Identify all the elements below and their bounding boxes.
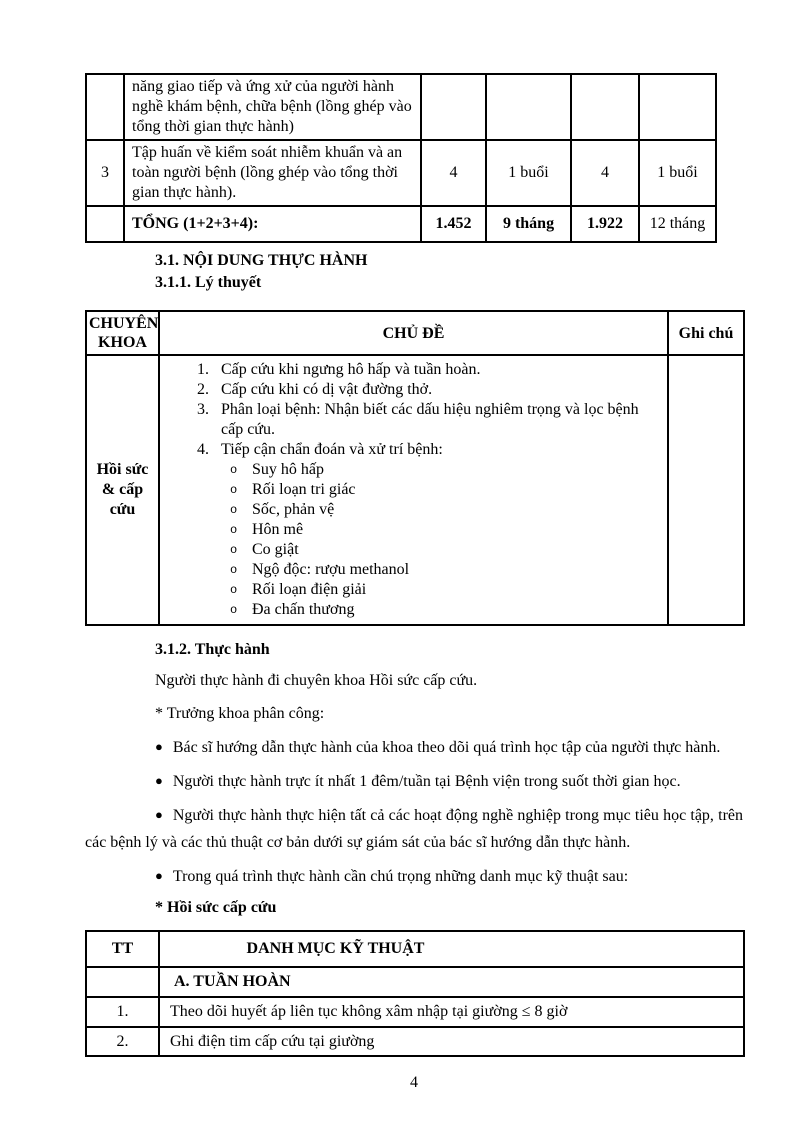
- section-heading-3-1-2: 3.1.2. Thực hành: [155, 641, 270, 658]
- topic-item: [160, 400, 663, 440]
- technical-list-table: [85, 930, 745, 1057]
- total-row: [86, 206, 716, 242]
- topic-number: 3.: [197, 401, 209, 418]
- specialty-cell: Hồi sức & cấp cứu: [86, 355, 159, 625]
- topic-text: Phân loại bệnh: Nhận biết các dấu hiệu nghiêm trọng và lọc bệnh cấp cứu.: [221, 401, 639, 438]
- sub-topic-text: Co giật: [252, 541, 299, 558]
- topic-item: [160, 440, 663, 460]
- circle-bullet-icon: o: [230, 503, 238, 517]
- circle-bullet-icon: o: [230, 483, 238, 497]
- row-number-cell: [86, 74, 124, 140]
- sub-topic-text: Đa chấn thương: [252, 601, 355, 618]
- topic-item: [160, 360, 663, 380]
- table-row: [86, 997, 744, 1027]
- bullet-paragraph: [85, 767, 743, 795]
- bullet-paragraph: [85, 733, 743, 761]
- table-header-row: [86, 311, 744, 355]
- sub-topic-text: Ngộ độc: rượu methanol: [252, 561, 410, 578]
- sub-topic-item: [160, 560, 663, 580]
- subsection-heading: * Hồi sức cấp cứu: [155, 899, 277, 916]
- value-cell: [639, 74, 716, 140]
- value-cell: 1 buổi: [639, 140, 716, 206]
- total-label-cell: TỔNG (1+2+3+4):: [124, 206, 421, 242]
- activity-description-cell: năng giao tiếp và ứng xử của người hành nghề khám bệnh, chữa bệnh (lồng ghép vào tổng thời gian thực hành): [124, 74, 421, 140]
- circle-bullet-icon: o: [230, 463, 238, 477]
- sub-topic-text: Sốc, phản vệ: [252, 501, 335, 518]
- bullet-text: Bác sĩ hướng dẫn thực hành của khoa theo dõi quá trình học tập của người thực hành.: [172, 739, 721, 756]
- page-number: 4: [410, 1074, 418, 1091]
- topic-text: Cấp cứu khi có dị vật đường thở.: [221, 381, 433, 398]
- sub-topic-item: [160, 460, 663, 480]
- total-value-cell: 1.922: [571, 206, 639, 242]
- value-cell: 4: [421, 140, 486, 206]
- bullet-text: Người thực hành trực ít nhất 1 đêm/tuần tại Bệnh viện trong suốt thời gian học.: [172, 773, 681, 790]
- circle-bullet-icon: o: [230, 563, 238, 577]
- sub-topic-item: [160, 540, 663, 560]
- bullet-icon: ●: [155, 807, 163, 822]
- bullet-paragraph: [85, 801, 743, 856]
- value-cell: [486, 74, 571, 140]
- table-header-row: [86, 931, 744, 967]
- note-cell: [668, 355, 744, 625]
- sub-topic-text: Hôn mê: [252, 521, 304, 538]
- bullet-text: Trong quá trình thực hành cần chú trọng những danh mục kỹ thuật sau:: [172, 868, 629, 885]
- section-heading-3-1: 3.1. NỘI DUNG THỰC HÀNH: [155, 252, 368, 269]
- circle-bullet-icon: o: [230, 543, 238, 557]
- procedure-name-cell: Ghi điện tim cấp cứu tại giường: [159, 1027, 744, 1056]
- assignment-paragraph: * Trưởng khoa phân công:: [155, 705, 325, 722]
- circle-bullet-icon: o: [230, 523, 238, 537]
- bullet-paragraph: [85, 862, 743, 890]
- sub-topic-text: Suy hô hấp: [252, 461, 324, 478]
- sub-topic-item: [160, 520, 663, 540]
- column-header-specialty: CHUYÊN KHOA: [86, 311, 159, 355]
- activity-description-cell: Tập huấn về kiểm soát nhiễm khuẩn và an toàn người bệnh (lồng ghép vào tổng thời gian thực hành).: [124, 140, 421, 206]
- value-cell: [571, 74, 639, 140]
- total-value-cell: 12 tháng: [639, 206, 716, 242]
- circle-bullet-icon: o: [230, 603, 238, 617]
- column-header-topic: CHỦ ĐỀ: [159, 311, 668, 355]
- summary-table: [85, 73, 717, 243]
- row-number-cell: [86, 206, 124, 242]
- tt-cell: 2.: [86, 1027, 159, 1056]
- column-header-name: DANH MỤC KỸ THUẬT: [159, 931, 744, 967]
- row-number-cell: 3: [86, 140, 124, 206]
- circle-bullet-icon: o: [230, 583, 238, 597]
- column-header-tt: TT: [86, 931, 159, 967]
- sub-topic-item: [160, 600, 663, 620]
- topic-text: Cấp cứu khi ngưng hô hấp và tuần hoàn.: [221, 361, 481, 378]
- total-value-cell: 9 tháng: [486, 206, 571, 242]
- value-cell: 4: [571, 140, 639, 206]
- topic-item: [160, 380, 663, 400]
- table-row: [86, 355, 744, 625]
- tt-cell: 1.: [86, 997, 159, 1027]
- value-cell: 1 buổi: [486, 140, 571, 206]
- topic-text: Tiếp cận chẩn đoán và xử trí bệnh:: [221, 441, 443, 458]
- group-name-cell: A. TUẦN HOÀN: [159, 967, 744, 997]
- topic-number: 4.: [197, 441, 209, 458]
- table-row: [86, 1027, 744, 1056]
- group-row: [86, 967, 744, 997]
- total-value-cell: 1.452: [421, 206, 486, 242]
- bullet-text: Người thực hành thực hiện tất cả các hoạt động nghề nghiệp trong mục tiêu học tập, trên các bệnh lý và các thủ thuật cơ bản dưới sự giám sát của bác sĩ hướng dẫn thực hành.: [85, 807, 743, 851]
- sub-topic-text: Rối loạn tri giác: [252, 481, 356, 498]
- procedure-name-cell: Theo dõi huyết áp liên tục không xâm nhập tại giường ≤ 8 giờ: [159, 997, 744, 1027]
- topic-number: 2.: [197, 381, 209, 398]
- intro-paragraph: Người thực hành đi chuyên khoa Hồi sức cấp cứu.: [155, 672, 478, 689]
- bullet-icon: ●: [155, 739, 163, 754]
- topics-cell: [159, 355, 668, 625]
- bullet-icon: ●: [155, 773, 163, 788]
- column-header-note: Ghi chú: [668, 311, 744, 355]
- tt-cell: [86, 967, 159, 997]
- table-row: [86, 140, 716, 206]
- sub-topic-item: [160, 580, 663, 600]
- sub-topic-item: [160, 480, 663, 500]
- topic-number: 1.: [197, 361, 209, 378]
- table-row: [86, 74, 716, 140]
- value-cell: [421, 74, 486, 140]
- theory-topics-table: [85, 310, 745, 626]
- sub-topic-text: Rối loạn điện giải: [252, 581, 367, 598]
- sub-topic-item: [160, 500, 663, 520]
- bullet-icon: ●: [155, 868, 163, 883]
- section-heading-3-1-1: 3.1.1. Lý thuyết: [155, 274, 262, 291]
